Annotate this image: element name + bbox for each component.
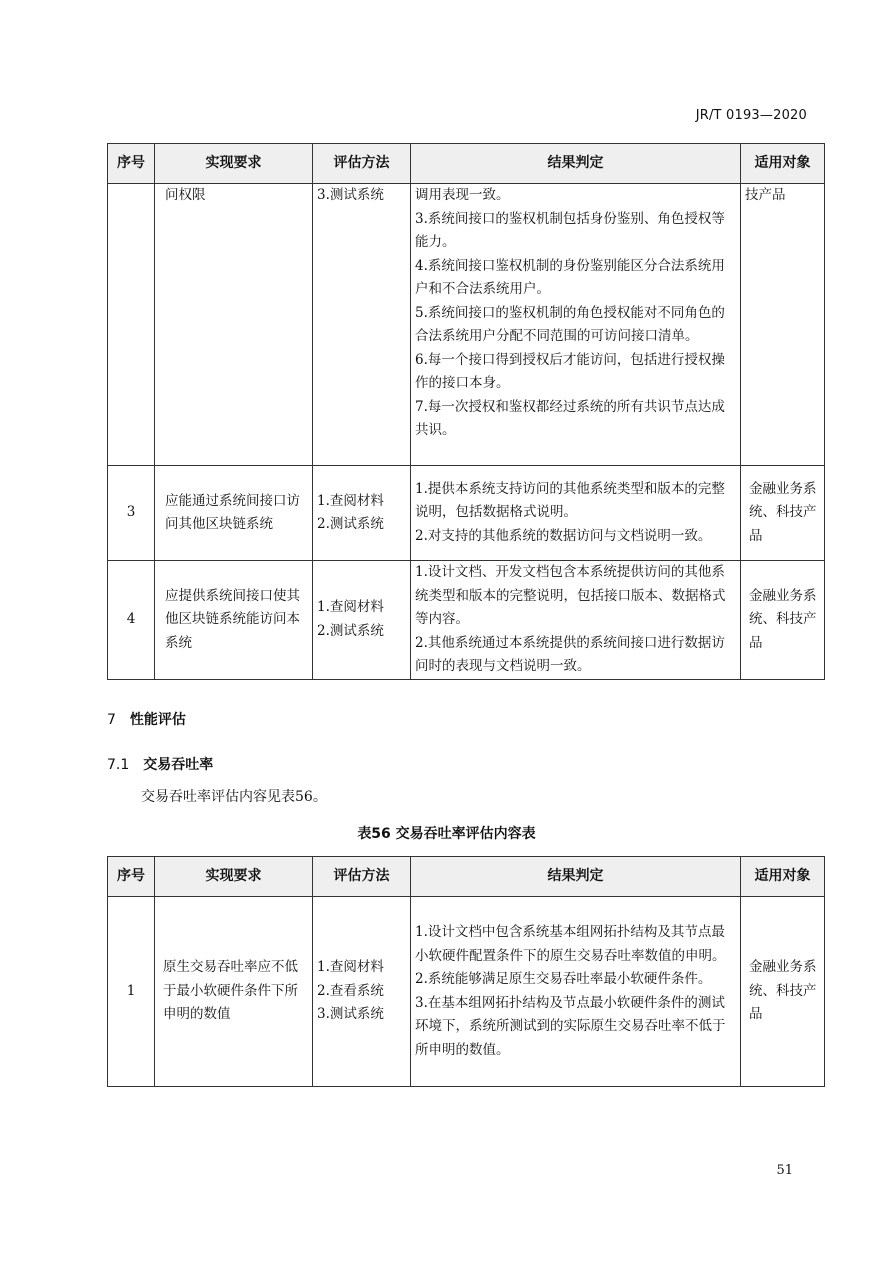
header-result: 结果判定 (411, 857, 741, 897)
cell-requirement: 原生交易吞吐率应不低于最小软硬件条件下所申明的数值 (155, 897, 313, 1087)
header-method: 评估方法 (313, 857, 411, 897)
result-line: 1.提供本系统支持访问的其他系统类型和版本的完整说明，包括数据格式说明。 (415, 480, 725, 521)
cell-result (411, 184, 741, 466)
cell-result (411, 561, 741, 680)
cell-target: 金融业务系统、科技产品 (741, 466, 825, 561)
method-line: 3.测试系统 (317, 1006, 384, 1023)
cell-target: 金融业务系统、科技产品 (741, 561, 825, 680)
standard-id: JR/T 0193—2020 (695, 108, 807, 123)
cell-no: 1 (108, 897, 155, 1087)
cell-method (313, 897, 411, 1087)
result-line: 2.其他系统通过本系统提供的系统间接口进行数据访问时的表现与文档说明一致。 (415, 634, 725, 674)
method-line: 1.查阅材料 (317, 492, 384, 509)
header-target: 适用对象 (741, 144, 825, 184)
header-method: 评估方法 (313, 144, 411, 184)
result-line: 2.系统能够满足原生交易吞吐率最小软硬件条件。 (415, 971, 712, 987)
method-line: 2.测试系统 (317, 622, 384, 639)
result-line: 3.在基本组网拓扑结构及节点最小软硬件条件的测试环境下，系统所测试到的实际原生交易吞吐率不低于所申明的数值。 (415, 994, 726, 1058)
table-header-row (108, 857, 825, 897)
cell-method (313, 466, 411, 561)
cell-method (313, 561, 411, 680)
table-56 (107, 856, 825, 1087)
cell-no: 3 (108, 466, 155, 561)
table-row (108, 184, 825, 466)
continued-table (107, 143, 825, 680)
header-target: 适用对象 (741, 857, 825, 897)
result-line: 4.系统间接口鉴权机制的身份鉴别能区分合法系统用户和不合法系统用户。 (415, 257, 725, 297)
method-line: 2.测试系统 (317, 516, 384, 532)
result-line: 调用表现一致。 (415, 187, 510, 203)
section-number: 7.1 (107, 757, 130, 773)
cell-target: 金融业务系统、科技产品 (741, 897, 825, 1087)
section-title: 交易吞吐率 (143, 757, 214, 773)
header-no: 序号 (108, 144, 155, 184)
cell-result (411, 466, 741, 561)
body-paragraph: 交易吞吐率评估内容见表56。 (141, 789, 327, 805)
result-line: 1.设计文档中包含系统基本组网拓扑结构及其节点最小软硬件配置条件下的原生交易吞吐率数值的申明。 (415, 924, 726, 964)
result-line: 2.对支持的其他系统的数据访问与文档说明一致。 (415, 527, 712, 544)
method-line: 3.测试系统 (317, 187, 384, 203)
table-header-row (108, 144, 825, 184)
section-number: 7 (107, 712, 116, 728)
result-line: 6.每一个接口得到授权后才能访问，包括进行授权操作的接口本身。 (415, 351, 725, 391)
cell-no: 4 (108, 561, 155, 680)
section-title: 性能评估 (129, 712, 186, 728)
result-line: 3.系统间接口的鉴权机制包括身份鉴别、角色授权等能力。 (415, 210, 725, 250)
table-row (108, 561, 825, 680)
cell-no (108, 184, 155, 466)
method-line: 1.查阅材料 (317, 599, 384, 616)
method-line: 1.查阅材料 (317, 959, 384, 976)
page-number: 51 (776, 1163, 793, 1178)
table-row (108, 897, 825, 1087)
cell-requirement: 问权限 (155, 184, 313, 466)
cell-requirement: 应能通过系统间接口访问其他区块链系统 (155, 466, 313, 561)
table-caption: 表56 交易吞吐率评估内容表 (357, 826, 536, 842)
result-line: 5.系统间接口的鉴权机制的角色授权能对不同角色的合法系统用户分配不同范围的可访问接口清单。 (415, 304, 725, 344)
header-requirement: 实现要求 (155, 857, 313, 897)
result-line: 1.设计文档、开发文档包含本系统提供访问的其他系统类型和版本的完整说明，包括接口版本、数据格式等内容。 (415, 564, 726, 627)
cell-method (313, 184, 411, 466)
result-line: 7.每一次授权和鉴权都经过系统的所有共识节点达成共识。 (415, 398, 725, 438)
table-row (108, 466, 825, 561)
section-7-1-heading (107, 754, 213, 774)
header-requirement: 实现要求 (155, 144, 313, 184)
header-result: 结果判定 (411, 144, 741, 184)
cell-target: 技产品 (741, 184, 825, 466)
cell-result (411, 897, 741, 1087)
section-7-heading (107, 709, 186, 729)
method-line: 2.查看系统 (317, 982, 384, 999)
header-no: 序号 (108, 857, 155, 897)
cell-requirement: 应提供系统间接口使其他区块链系统能访问本系统 (155, 561, 313, 680)
